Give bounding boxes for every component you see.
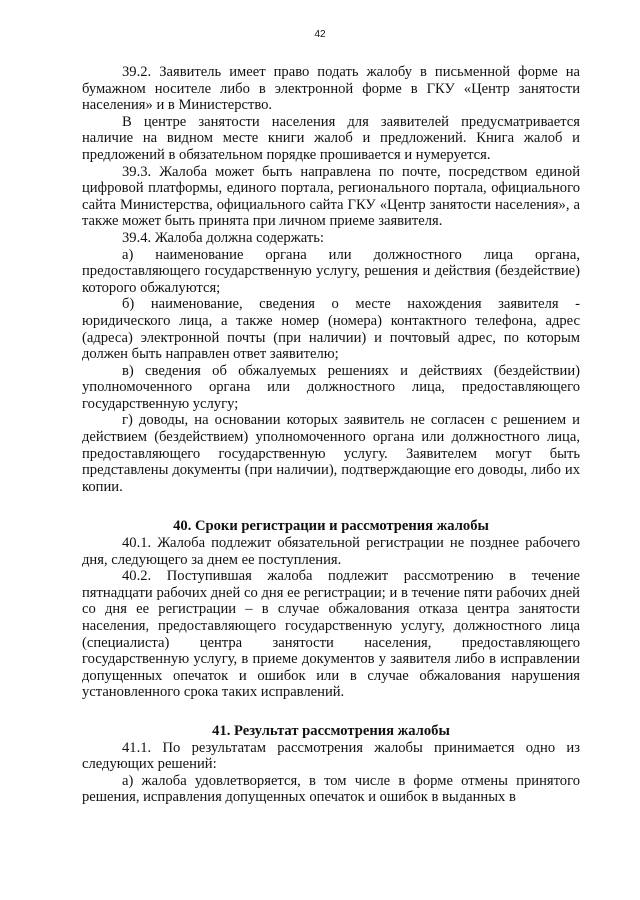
paragraph-39-4-v: в) сведения об обжалуемых решениях и действиях (бездействии) уполномоченного органа или должностного лица, предоставляющего государственную услугу; <box>82 362 580 412</box>
paragraph-41-1-a: а) жалоба удовлетворяется, в том числе в форме отмены принятого решения, исправления допущенных опечаток и ошибок в выданных в <box>82 772 580 806</box>
paragraph-40-2: 40.2. Поступившая жалоба подлежит рассмотрению в течение пятнадцати рабочих дней со дня ее регистрации; и в течение пяти рабочих дней со дня ее регистрации – в случае обжалования отказа центра занятости населения, предоставляющего государственную услугу, должностного лица (специалиста) центра занятости населения, предоставляющего государственную услугу, в приеме документов у заявителя либо в исправлении допущенных опечаток и ошибок или в случае обжалования нарушения установленного срока таких исправлений. <box>82 568 580 701</box>
paragraph-39-4-b: б) наименование, сведения о месте нахождения заявителя - юридического лица, а также номер (номера) контактного телефона, адрес (адреса) электронной почты (при наличии) и почтовый адрес, по которым должен быть направлен ответ заявителю; <box>82 296 580 363</box>
paragraph-40-1: 40.1. Жалоба подлежит обязательной регистрации не позднее рабочего дня, следующего за днем ее поступления. <box>82 535 580 568</box>
paragraph-39-4-g: г) доводы, на основании которых заявитель не согласен с решением и действием (бездействием) уполномоченного органа или должностного лица, предоставляющего государственную услугу. Заявителем могут быть представлены документы (при наличии), подтверждающие его доводы, либо их копии. <box>82 412 580 495</box>
section-41-heading: 41. Результат рассмотрения жалобы <box>212 722 450 739</box>
paragraph-39-4: 39.4. Жалоба должна содержать: <box>122 229 324 246</box>
page-content <box>82 64 580 806</box>
paragraph-39-2: 39.2. Заявитель имеет право подать жалобу в письменной форме на бумажном носителе либо в электронной форме в ГКУ «Центр занятости населения» и в Министерство. <box>82 64 580 114</box>
paragraph-complaint-book: В центре занятости населения для заявителей предусматривается наличие на видном месте книги жалоб и предложений. Книга жалоб и предложений в обязательном порядке прошивается и нумеруется. <box>82 113 580 163</box>
paragraph-41-1: 41.1. По результатам рассмотрения жалобы принимается одно из следующих решений: <box>82 739 580 773</box>
paragraph-39-4-a: а) наименование органа или должностного лица органа, предоставляющего государственную услугу, решения и действия (бездействие) которого обжалуются; <box>82 246 580 296</box>
paragraph-39-3: 39.3. Жалоба может быть направлена по почте, посредством единой цифровой платформы, единого портала, регионального портала, официального сайта Министерства, официального сайта ГКУ «Центр занятости населения», а также может быть принята при личном приеме заявителя. <box>82 163 580 230</box>
section-40-heading: 40. Сроки регистрации и рассмотрения жалобы <box>173 518 489 535</box>
page-number: 42 <box>314 29 326 40</box>
